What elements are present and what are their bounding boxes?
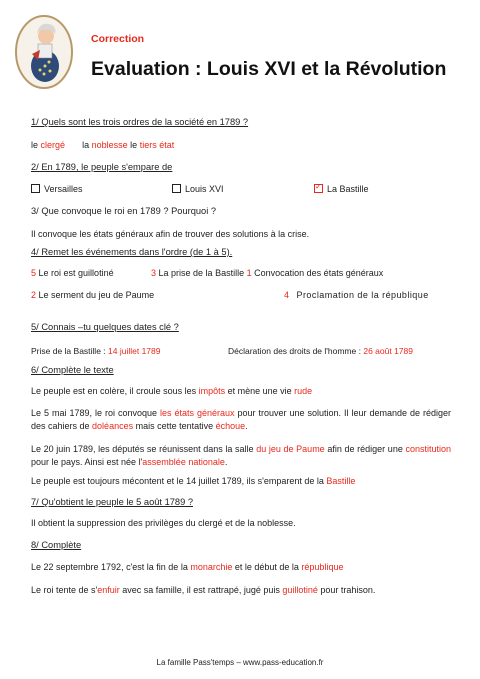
correction-tag: Correction [91, 33, 145, 45]
q6-paragraph-4: Le peuple est toujours mécontent et le 14 juillet 1789, ils s'emparent de la Bastille [31, 476, 356, 486]
checkbox-icon[interactable] [31, 184, 40, 193]
option-versailles[interactable]: Versailles [31, 184, 83, 194]
question-5: 5/ Connais –tu quelques dates clé ? [31, 322, 179, 332]
option-la-bastille[interactable]: ✓ La Bastille [314, 184, 369, 194]
question-1: 1/ Quels sont les trois ordres de la société en 1789 ? [31, 117, 249, 127]
logo-illustration [14, 14, 74, 90]
event-item: 3 La prise de la Bastille 1 Convocation des états généraux [151, 268, 384, 278]
date-declaration: Déclaration des droits de l'homme : 26 août 1789 [228, 346, 413, 356]
question-3: 3/ Que convoque le roi en 1789 ? Pourquoi ? [31, 206, 217, 216]
page-title: Evaluation : Louis XVI et la Révolution [91, 58, 447, 80]
answer-7: Il obtient la suppression des privilèges du clergé et de la noblesse. [31, 518, 296, 528]
answer-1-clerge: clergé [40, 140, 66, 150]
question-8: 8/ Complète [31, 540, 82, 550]
answer-3: Il convoque les états généraux afin de trouver des solutions à la crise. [31, 229, 310, 239]
event-item: 4 Proclamation de la république [284, 290, 429, 300]
event-item: 5 Le roi est guillotiné [31, 268, 114, 278]
footer: La famille Pass'temps – www.pass-education.fr [156, 658, 324, 667]
q6-paragraph-1: Le peuple est en colère, il croule sous les impôts et mène une vie rude [31, 386, 313, 396]
checkbox-icon[interactable] [172, 184, 181, 193]
event-item: 2 Le serment du jeu de Paume [31, 290, 155, 300]
question-6: 6/ Complète le texte [31, 365, 114, 375]
question-4: 4/ Remet les événements dans l'ordre (de 1 à 5). [31, 247, 233, 257]
q8-paragraph-1: Le 22 septembre 1792, c'est la fin de la monarchie et le début de la république [31, 562, 344, 572]
answer-1-line: le clergé la noblesse le tiers état [31, 140, 175, 150]
answer-1-tiers-etat: tiers état [139, 140, 175, 150]
checked-checkbox-icon[interactable] [314, 184, 323, 193]
q6-paragraph-2: Le 5 mai 1789, le roi convoque les états généraux pour trouver une solution. Il leur demande de rédiger des cahiers de doléances mais cette tentative échoue. [31, 408, 451, 431]
question-7: 7/ Qu'obtient le peuple le 5 août 1789 ? [31, 497, 194, 507]
question-2: 2/ En 1789, le peuple s'empare de [31, 162, 173, 172]
answer-1-noblesse: noblesse [91, 140, 128, 150]
option-louis-xvi[interactable]: Louis XVI [172, 184, 224, 194]
date-bastille: Prise de la Bastille : 14 juillet 1789 [31, 346, 161, 356]
q8-paragraph-2: Le roi tente de s'enfuir avec sa famille, il est rattrapé, jugé puis guillotiné pour trahison. [31, 585, 376, 595]
q6-paragraph-3: Le 20 juin 1789, les députés se réunissent dans la salle du jeu de Paume afin de rédiger une constitution pour le pays. Ainsi est née l'assemblée nationale. [31, 444, 451, 467]
